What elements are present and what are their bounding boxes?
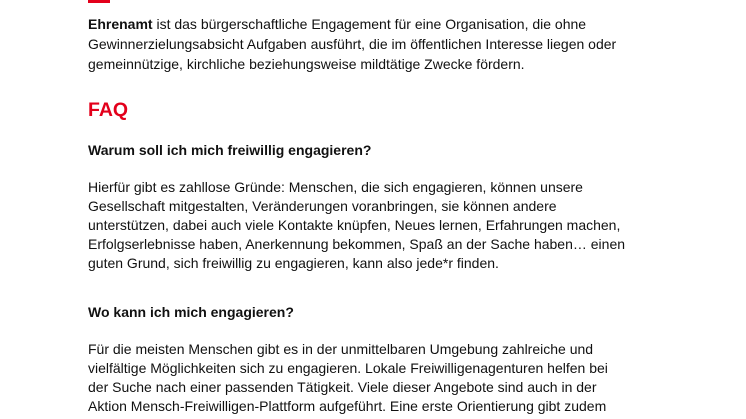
faq-heading: FAQ <box>88 99 129 121</box>
faq-answer-2-line: der Suche nach einer passenden Tätigkeit. Viele dieser Angebote sind auch in der <box>88 379 597 395</box>
faq-answer-1-line: Erfolgserlebnisse haben, Anerkennung bekommen, Spaß an der Sache haben… einen <box>88 236 626 252</box>
intro-line-2: Gewinnerzielungsabsicht Aufgaben ausführt, die im öffentlichen Interesse liegen oder <box>88 36 617 52</box>
faq-answer-1-line: unterstützen, dabei auch viele Kontakte knüpfen, Neues lernen, Erfahrungen machen, <box>88 217 621 233</box>
intro-paragraph <box>88 14 648 74</box>
faq-answer-2-line: Aktion Mensch-Freiwilligen-Plattform aufgeführt. Eine erste Orientierung gibt zudem <box>88 398 607 414</box>
faq-answer-2-line: vielfältige Möglichkeiten sich zu engagieren. Lokale Freiwilligenagenturen helfen bei <box>88 360 608 376</box>
faq-question-1: Warum soll ich mich freiwillig engagieren? <box>88 142 372 158</box>
intro-term: Ehrenamt <box>88 16 153 32</box>
faq-answer-2-line: Für die meisten Menschen gibt es in der unmittelbaren Umgebung zahlreiche und <box>88 341 594 357</box>
faq-answer-2 <box>88 340 648 416</box>
faq-answer-1-line: Gesellschaft mitgestalten, Veränderungen voranbringen, sie können andere <box>88 198 557 214</box>
document-content <box>88 14 648 416</box>
faq-answer-1 <box>88 178 648 273</box>
faq-question-2: Wo kann ich mich engagieren? <box>88 304 294 320</box>
faq-answer-1-line: Hierfür gibt es zahllose Gründe: Menschen, die sich engagieren, können unsere <box>88 179 583 195</box>
intro-line-1-rest: ist das bürgerschaftliche Engagement für eine Organisation, die ohne <box>152 16 587 32</box>
accent-rule <box>88 0 110 3</box>
faq-answer-1-line: guten Grund, sich freiwillig zu engagieren, kann also jede*r finden. <box>88 255 499 271</box>
intro-line-1 <box>88 14 648 34</box>
intro-line-3: gemeinnützige, kirchliche beziehungsweise mildtätige Zwecke fördern. <box>88 56 525 72</box>
